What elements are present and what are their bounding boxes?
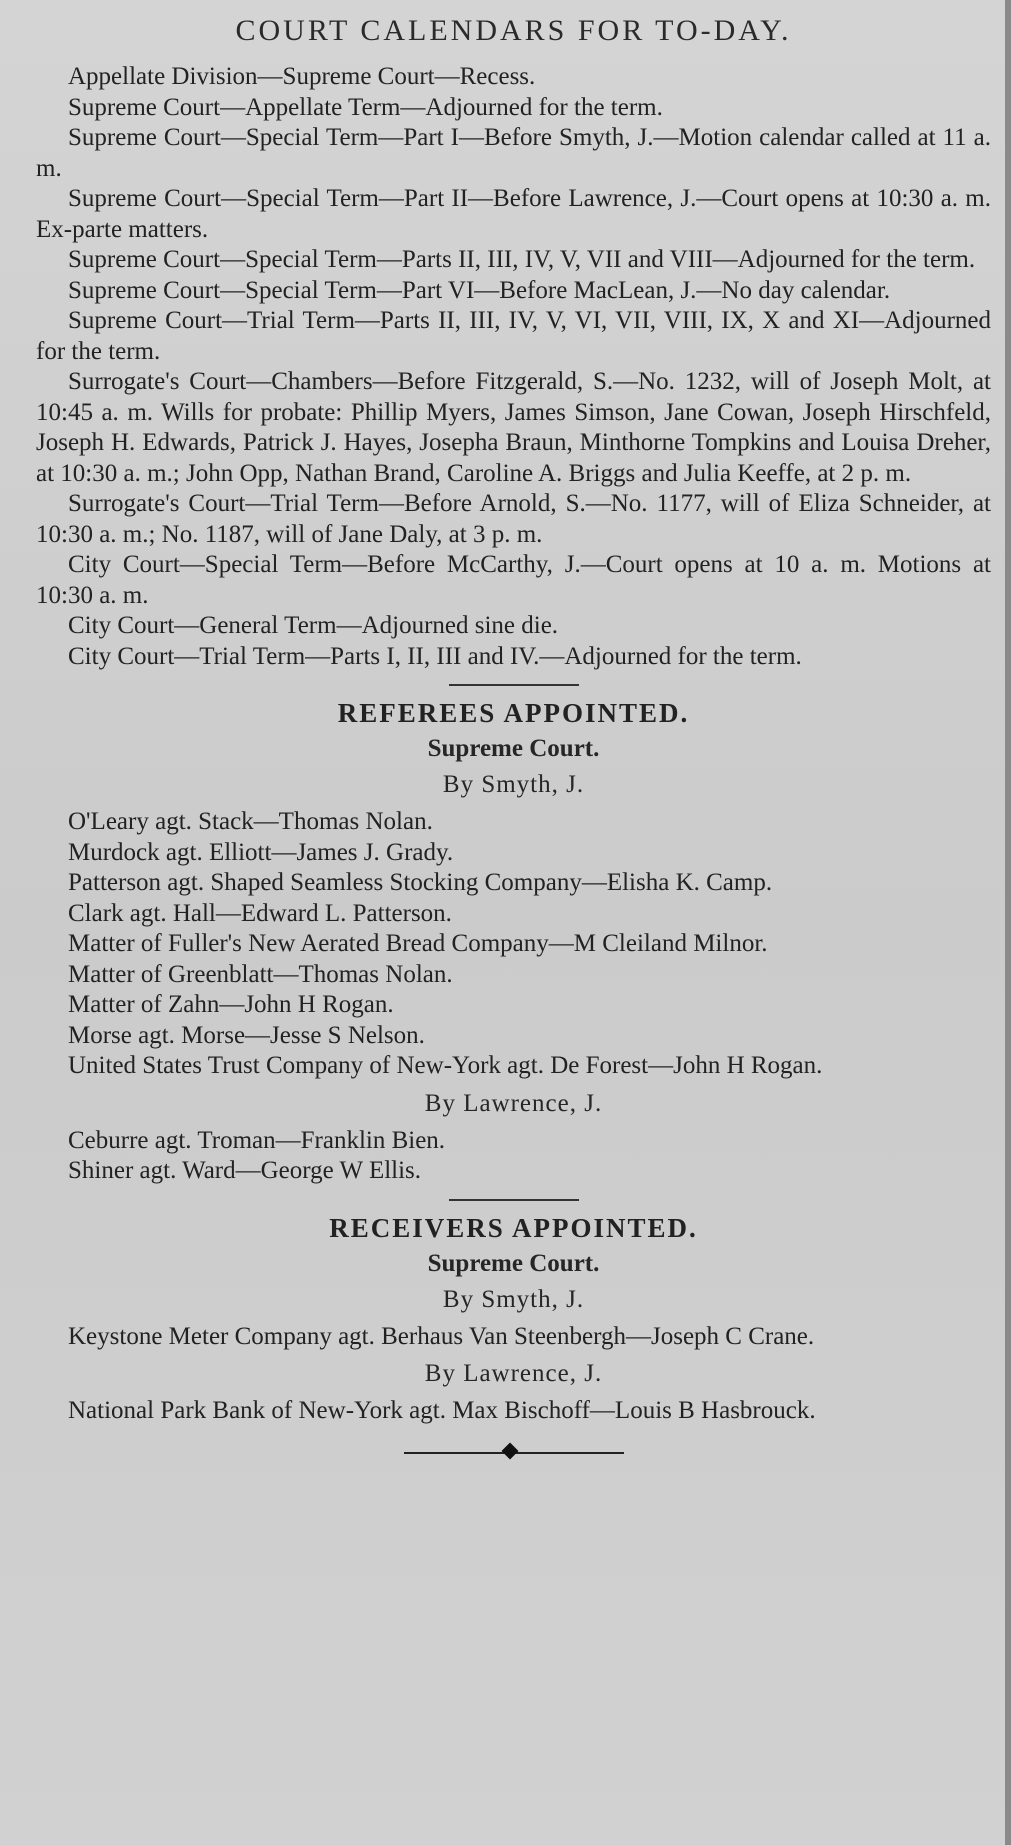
- calendar-entry: Surrogate's Court—Chambers—Before Fitzgerald, S.—No. 1232, will of Joseph Molt, at 10:45 a. m. Wills for probate: Phillip Myers, James Simson, Jane Cowan, Joseph Hirschfeld, Joseph H. Edwards, Patrick J. Hayes, Josepha Braun, Minthorne Tompkins and Louisa Dreher, at 10:30 a. m.; John Opp, Nathan Brand, Caroline A. Briggs and Julia Keeffe, at 2 p. m.: [36, 368, 991, 487]
- list-item: Matter of Fuller's New Aerated Bread Company—M Cleiland Milnor.: [68, 930, 768, 957]
- receivers-byline-smyth: By Smyth, J.: [442, 1285, 585, 1313]
- receivers-byline-lawrence: By Lawrence, J.: [424, 1360, 603, 1387]
- receivers-list-smyth: [36, 1322, 991, 1353]
- referees-byline-smyth: By Smyth, J.: [442, 771, 585, 798]
- list-item: National Park Bank of New-York agt. Max Bischoff—Louis B Hasbrouck.: [68, 1397, 816, 1424]
- list-item: Patterson agt. Shaped Seamless Stocking Company—Elisha K. Camp.: [68, 869, 773, 896]
- section-divider: [449, 684, 579, 686]
- calendar-entry: City Court—Trial Term—Parts I, II, III and IV.—Adjourned for the term.: [68, 642, 802, 670]
- calendar-entry: Supreme Court—Special Term—Part I—Before Smyth, J.—Motion calendar called at 11 a. m.: [36, 124, 991, 182]
- diamond-icon: [501, 1442, 518, 1459]
- calendar-entry: Supreme Court—Trial Term—Parts II, III, IV, V, VI, VII, VIII, IX, X and XI—Adjourned for the term.: [36, 307, 991, 365]
- referees-section: [36, 698, 991, 1187]
- calendar-entry: Supreme Court—Appellate Term—Adjourned for the term.: [68, 93, 663, 121]
- end-ornament: [404, 1443, 624, 1463]
- referees-byline-lawrence: By Lawrence, J.: [424, 1089, 603, 1117]
- referees-heading: REFEREES APPOINTED.: [337, 698, 690, 728]
- referees-court: Supreme Court.: [427, 735, 600, 762]
- list-item: Keystone Meter Company agt. Berhaus Van Steenbergh—Joseph C Crane.: [68, 1322, 815, 1350]
- list-item: Clark agt. Hall—Edward L. Patterson.: [68, 899, 452, 927]
- column-edge: [1005, 0, 1011, 1845]
- section-divider: [449, 1199, 579, 1201]
- referees-list-lawrence: [36, 1126, 991, 1187]
- receivers-section: [36, 1213, 991, 1427]
- receivers-court: Supreme Court.: [427, 1249, 600, 1277]
- calendar-entry: City Court—General Term—Adjourned sine die.: [68, 612, 559, 639]
- list-item: Morse agt. Morse—Jesse S Nelson.: [68, 1021, 425, 1049]
- calendar-entry: Supreme Court—Special Term—Part II—Before Lawrence, J.—Court opens at 10:30 a. m. Ex-parte matters.: [36, 185, 991, 243]
- receivers-list-lawrence: [36, 1396, 991, 1427]
- list-item: Murdock agt. Elliott—James J. Grady.: [68, 838, 454, 866]
- list-item: O'Leary agt. Stack—Thomas Nolan.: [68, 808, 433, 835]
- receivers-heading: RECEIVERS APPOINTED.: [329, 1212, 698, 1243]
- calendar-entry: City Court—Special Term—Before McCarthy, J.—Court opens at 10 a. m. Motions at 10:30 a. m.: [36, 551, 991, 609]
- page-title: COURT CALENDARS FOR TO-DAY.: [235, 14, 792, 47]
- referees-list-smyth: [36, 807, 991, 1082]
- list-item: Shiner agt. Ward—George W Ellis.: [68, 1157, 422, 1184]
- calendar-entry: Surrogate's Court—Trial Term—Before Arnold, S.—No. 1177, will of Eliza Schneider, at 10:30 a. m.; No. 1187, will of Jane Daly, at 3 p. m.: [36, 490, 991, 548]
- list-item: Matter of Greenblatt—Thomas Nolan.: [68, 960, 453, 988]
- calendar-section: [36, 62, 991, 672]
- list-item: Matter of Zahn—John H Rogan.: [68, 991, 394, 1018]
- list-item: United States Trust Company of New-York agt. De Forest—John H Rogan.: [68, 1052, 823, 1079]
- calendar-entry: Appellate Division—Supreme Court—Recess.: [68, 63, 536, 90]
- calendar-entry: Supreme Court—Special Term—Part VI—Before MacLean, J.—No day calendar.: [68, 276, 891, 304]
- list-item: Ceburre agt. Troman—Franklin Bien.: [68, 1126, 446, 1154]
- calendar-entry: Supreme Court—Special Term—Parts II, III, IV, V, VII and VIII—Adjourned for the term.: [68, 246, 976, 273]
